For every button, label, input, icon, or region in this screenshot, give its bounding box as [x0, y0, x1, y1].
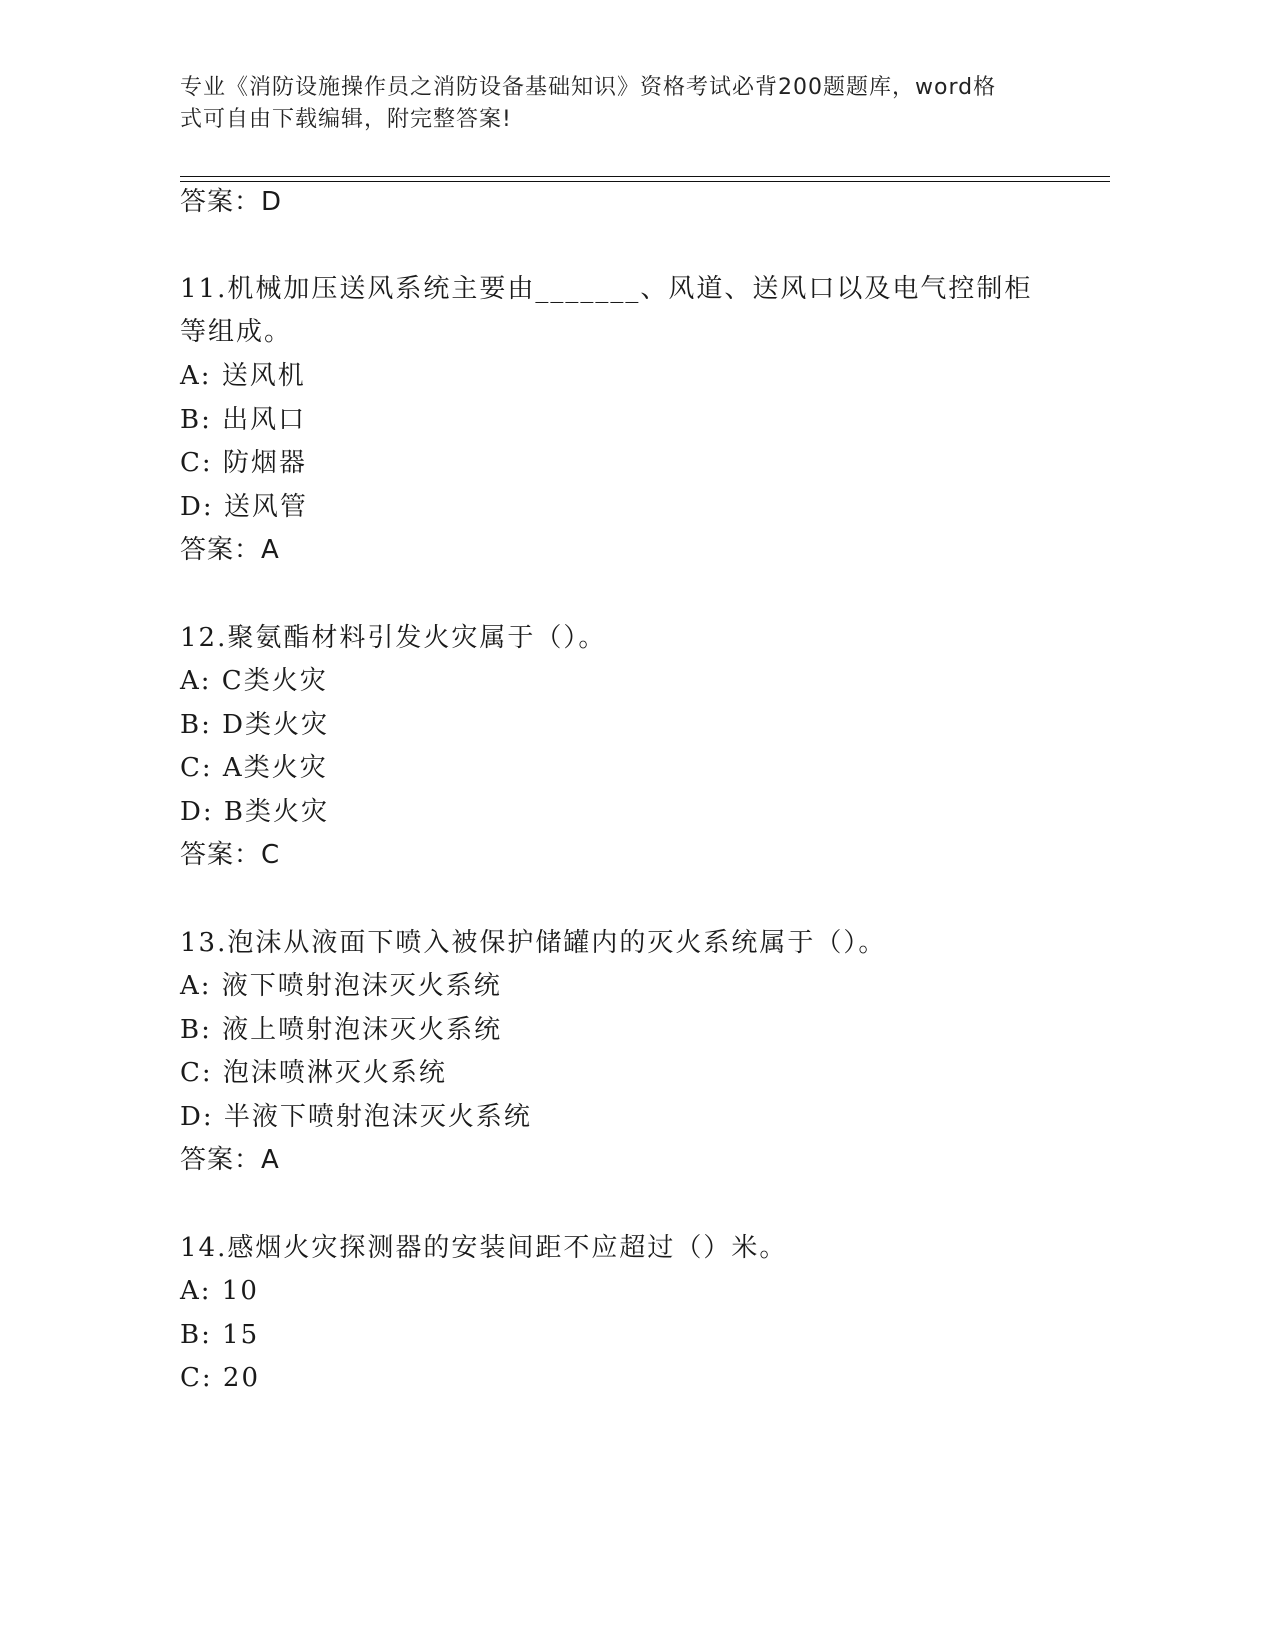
question-11-option-b: B: 出风口: [180, 405, 307, 435]
previous-answer: 答案：D: [180, 187, 283, 217]
question-13-stem: 13.泡沫从液面下喷入被保护储罐内的灭火系统属于（）。: [180, 928, 887, 958]
question-12-option-c: C: A类火灾: [180, 753, 328, 783]
question-13-answer: 答案：A: [180, 1145, 280, 1175]
header-line-1: 专业《消防设施操作员之消防设备基础知识》资格考试必背200题题库，word格: [180, 75, 997, 100]
question-12-stem: 12.聚氨酯材料引发火灾属于（）。: [180, 623, 607, 653]
header-divider-top: [180, 176, 1110, 177]
question-12-answer: 答案：C: [180, 840, 281, 870]
question-14-option-b: B: 15: [180, 1320, 260, 1350]
question-11-option-a: A: 送风机: [180, 361, 306, 391]
question-11-option-c: C: 防烟器: [180, 448, 307, 478]
question-13-option-b: B: 液上喷射泡沫灭火系统: [180, 1015, 503, 1045]
question-14-option-c: C: 20: [180, 1363, 261, 1393]
header-line-2: 式可自由下载编辑，附完整答案!: [180, 107, 512, 132]
question-12-option-d: D: B类火灾: [180, 797, 329, 827]
question-11-stem-line-1: 11.机械加压送风系统主要由_______、风道、送风口以及电气控制柜: [180, 274, 1033, 304]
question-12-option-b: B: D类火灾: [180, 710, 329, 740]
question-14-stem: 14.感烟火灾探测器的安装间距不应超过（）米。: [180, 1233, 788, 1263]
question-13-option-a: A: 液下喷射泡沫灭火系统: [180, 971, 502, 1001]
question-11-option-d: D: 送风管: [180, 492, 308, 522]
document-header: [180, 72, 1040, 136]
question-12-option-a: A: C类火灾: [180, 666, 328, 696]
header-divider-bottom: [180, 181, 1110, 182]
question-11-stem-line-2: 等组成。: [180, 317, 293, 347]
question-11-answer: 答案：A: [180, 535, 280, 565]
question-13-option-d: D: 半液下喷射泡沫灭火系统: [180, 1102, 532, 1132]
question-14-option-a: A: 10: [180, 1276, 259, 1306]
question-13-option-c: C: 泡沫喷淋灭火系统: [180, 1058, 447, 1088]
